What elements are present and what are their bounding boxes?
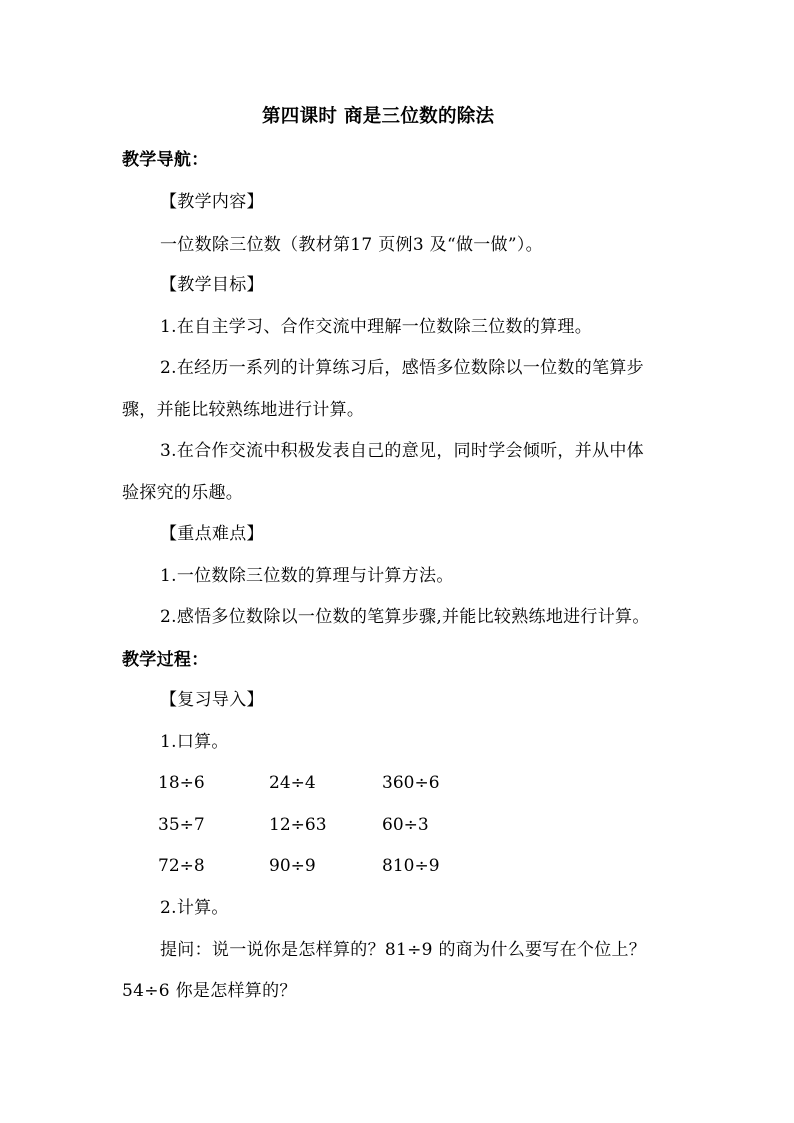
label-key-points: 【重点难点】 <box>160 524 264 544</box>
oral-item: 60÷3 <box>382 815 429 835</box>
section-heading-nav: 教学导航： <box>122 150 209 170</box>
oral-calc-label: 1.口算。 <box>160 732 229 752</box>
key-point-2: 2.感悟多位数除以一位数的笔算步骤,并能比较熟练地进行计算。 <box>160 607 650 627</box>
oral-item: 35÷7 <box>158 815 205 835</box>
key-point-1: 1.一位数除三位数的算理与计算方法。 <box>160 566 454 586</box>
oral-item: 12÷63 <box>269 815 327 835</box>
goal-3-line-2: 验探究的乐趣。 <box>122 483 244 503</box>
goal-2-line-1: 2.在经历一系列的计算练习后，感悟多位数除以一位数的笔算步 <box>160 358 644 378</box>
content-text: 一位数除三位数（教材第17 页例3 及“做一做”）。 <box>160 235 543 255</box>
oral-item: 360÷6 <box>382 773 440 793</box>
oral-item: 18÷6 <box>158 773 205 793</box>
page-title: 第四课时 商是三位数的除法 <box>262 106 495 127</box>
section-heading-process: 教学过程： <box>122 650 209 670</box>
oral-item: 810÷9 <box>382 856 440 876</box>
label-content: 【教学内容】 <box>160 192 264 212</box>
oral-item: 24÷4 <box>269 773 316 793</box>
label-review: 【复习导入】 <box>160 690 264 710</box>
oral-item: 72÷8 <box>158 856 205 876</box>
oral-item: 90÷9 <box>269 856 316 876</box>
calc-label: 2.计算。 <box>160 898 229 918</box>
question-line-2: 54÷6 你是怎样算的？ <box>122 981 297 1001</box>
goal-1: 1.在自主学习、合作交流中理解一位数除三位数的算理。 <box>160 317 593 337</box>
question-line-1: 提问：说一说你是怎样算的？81÷9 的商为什么要写在个位上？ <box>160 940 647 960</box>
goal-3-line-1: 3.在合作交流中积极发表自己的意见，同时学会倾听，并从中体 <box>160 441 644 461</box>
label-goals: 【教学目标】 <box>160 275 264 295</box>
goal-2-line-2: 骤，并能比较熟练地进行计算。 <box>122 400 365 420</box>
